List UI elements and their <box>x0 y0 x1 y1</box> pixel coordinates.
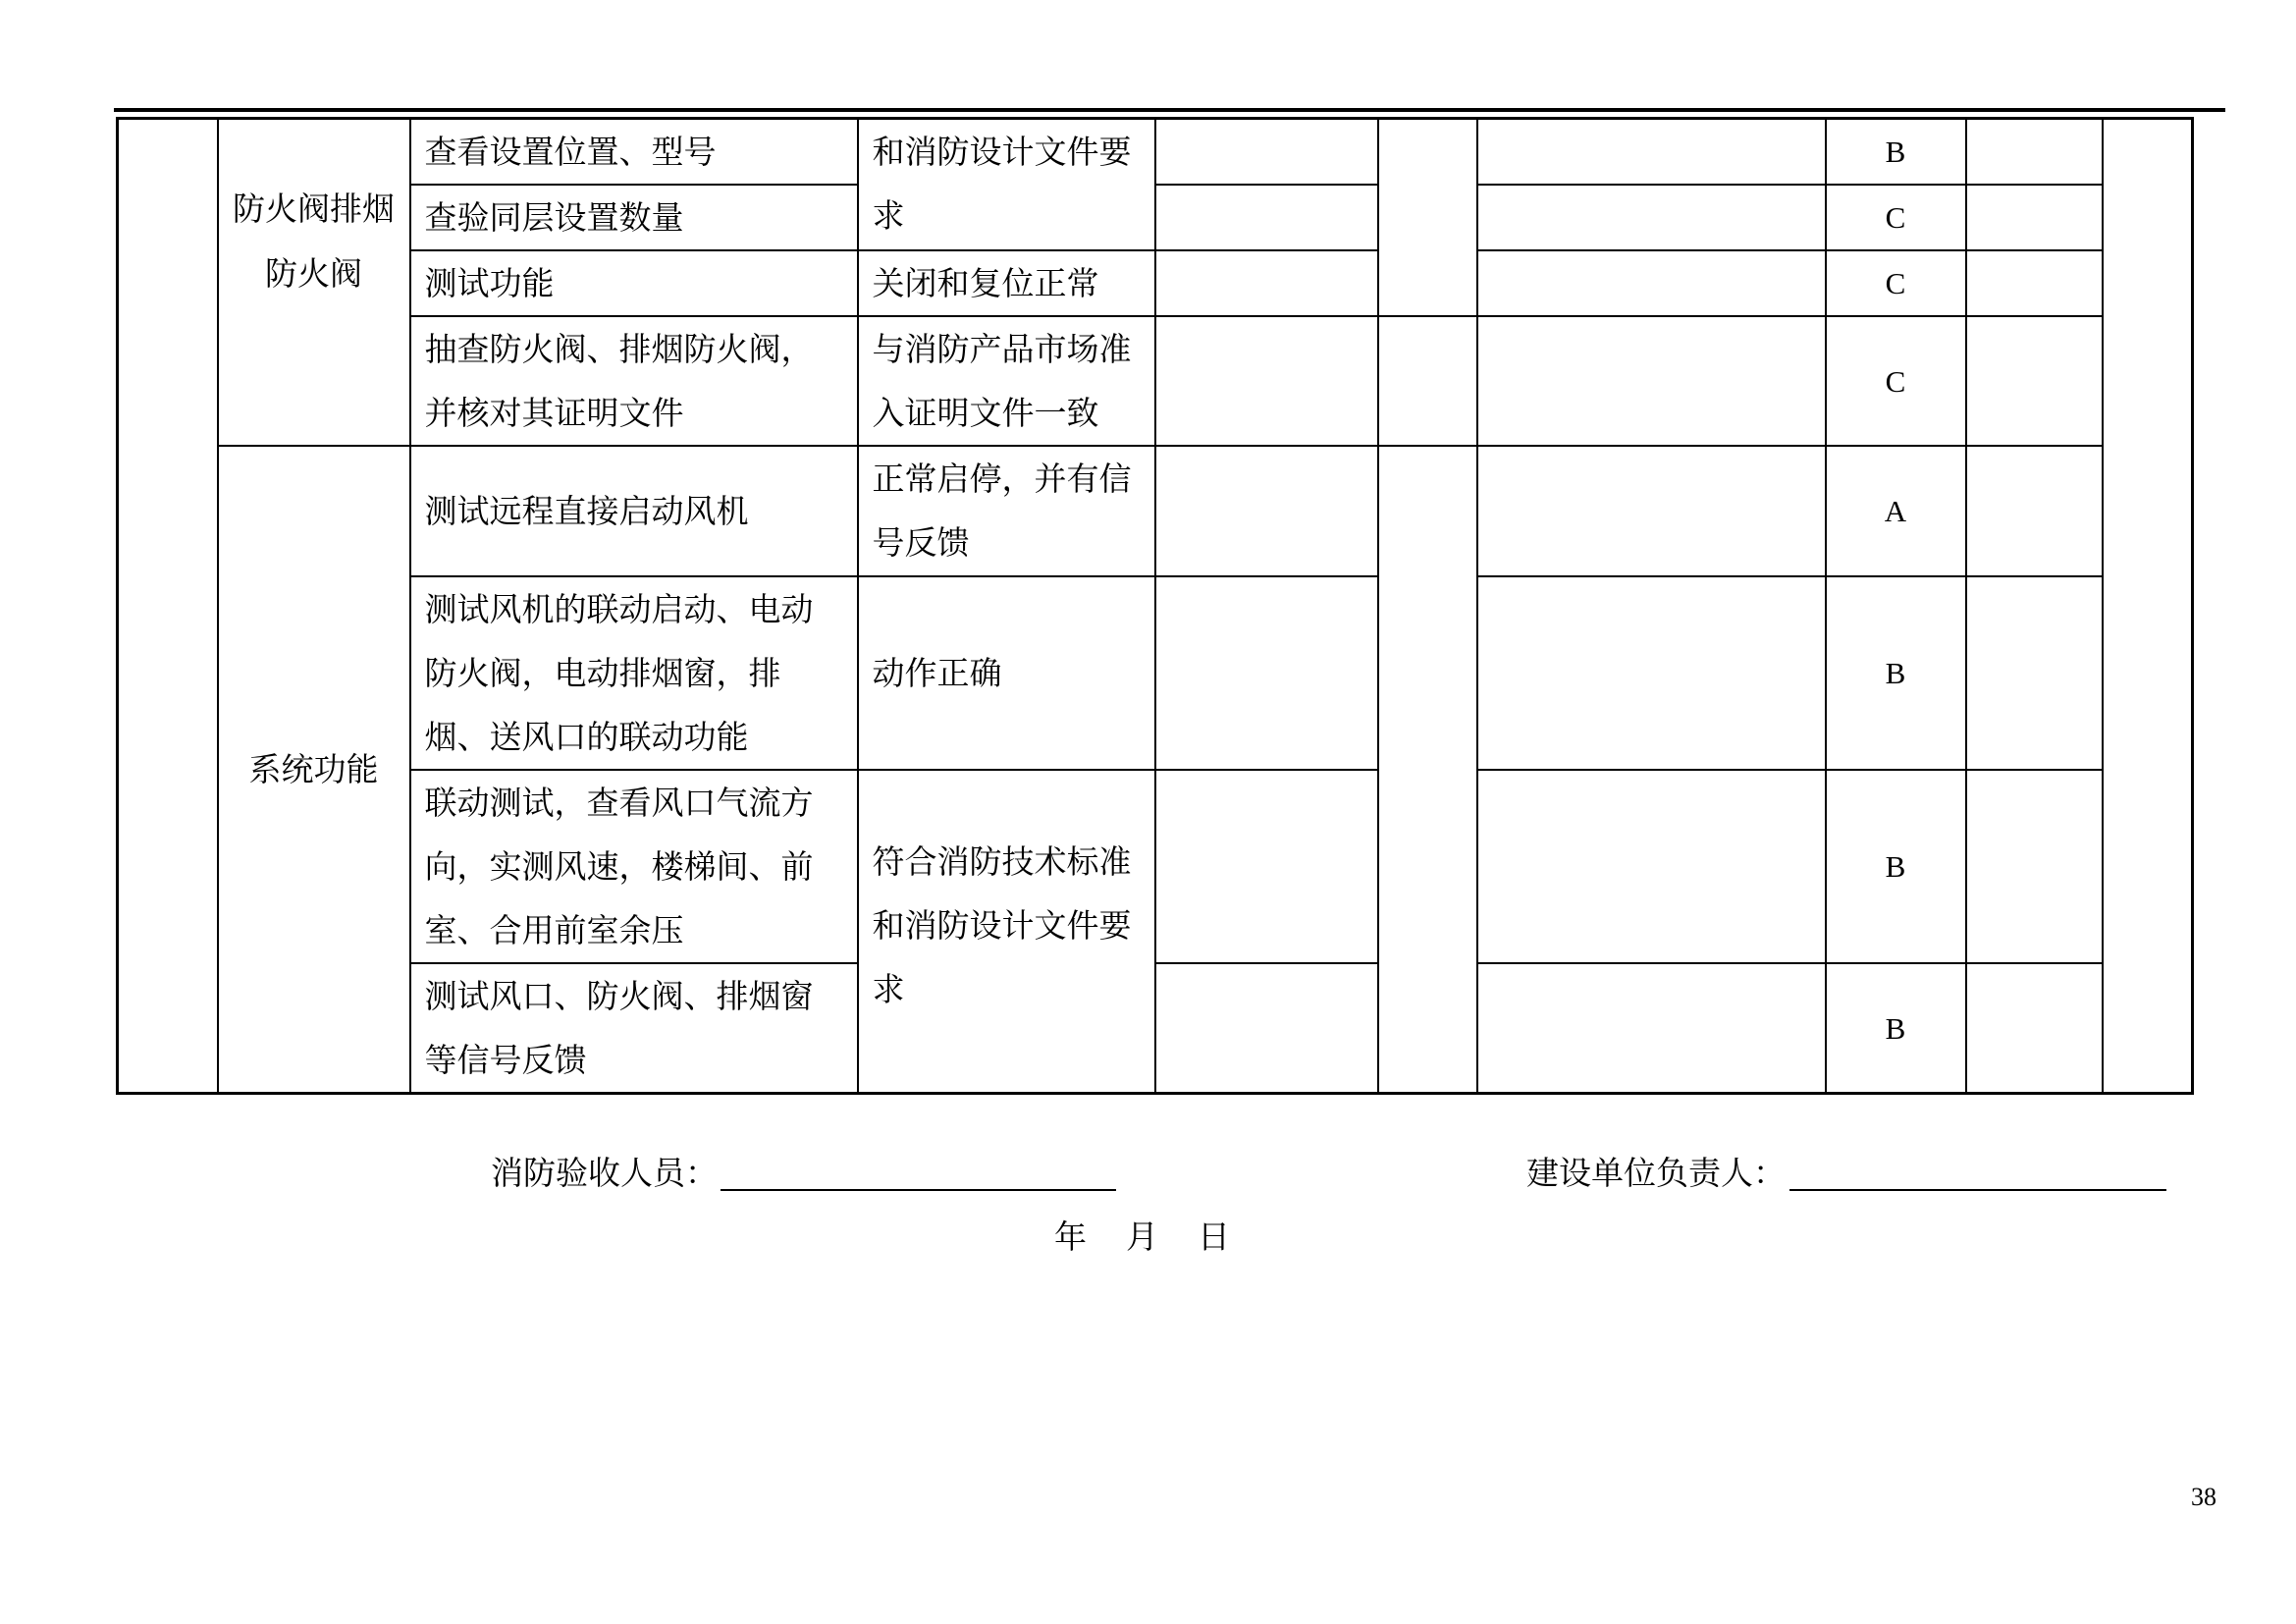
conclusion-cell <box>1966 770 2103 963</box>
conclusion-cell <box>1966 446 2103 576</box>
remark-cell <box>2103 119 2193 1094</box>
conclusion-cell <box>1966 316 2103 446</box>
note-cell <box>1477 446 1826 576</box>
grade-cell: B <box>1826 963 1966 1094</box>
requirement-cell: 和消防设计文件要求 <box>858 119 1155 251</box>
item-cell: 测试远程直接启动风机 <box>410 446 858 576</box>
note-cell <box>1477 119 1826 186</box>
page-number: 38 <box>2191 1483 2216 1511</box>
date-year: 年 <box>1054 1218 1087 1256</box>
grade-cell: C <box>1826 185 1966 250</box>
requirement-cell: 与消防产品市场准入证明文件一致 <box>858 316 1155 446</box>
date-line <box>1054 1213 1230 1262</box>
grade-cell: B <box>1826 576 1966 770</box>
conclusion-cell <box>1966 119 2103 186</box>
item-cell: 联动测试，查看风口气流方向，实测风速，楼梯间、前室、合用前室余压 <box>410 770 858 963</box>
conclusion-cell <box>1966 250 2103 316</box>
merged-cell <box>1378 446 1477 1094</box>
owner-signature-line <box>1789 1189 2166 1191</box>
note-cell <box>1477 185 1826 250</box>
acceptance-check-table <box>116 117 2194 1095</box>
grade-cell: C <box>1826 250 1966 316</box>
inspector-signature-label: 消防验收人员： <box>491 1154 718 1192</box>
note-cell <box>1477 316 1826 446</box>
date-day: 日 <box>1198 1218 1230 1256</box>
note-cell <box>1477 963 1826 1094</box>
grade-cell: C <box>1826 316 1966 446</box>
merged-cell <box>1378 119 1477 317</box>
note-cell <box>1477 770 1826 963</box>
result-cell <box>1155 770 1378 963</box>
item-cell: 测试风口、防火阀、排烟窗等信号反馈 <box>410 963 858 1094</box>
grade-cell: B <box>1826 119 1966 186</box>
requirement-cell: 正常启停，并有信号反馈 <box>858 446 1155 576</box>
date-month: 月 <box>1126 1218 1158 1256</box>
requirement-cell: 关闭和复位正常 <box>858 250 1155 316</box>
conclusion-cell <box>1966 576 2103 770</box>
sequence-cell <box>118 119 218 1094</box>
result-cell <box>1155 119 1378 186</box>
grade-cell: A <box>1826 446 1966 576</box>
category-system-function: 系统功能 <box>218 446 410 1094</box>
requirement-cell: 符合消防技术标准和消防设计文件要求 <box>858 770 1155 1094</box>
merged-cell <box>1378 316 1477 446</box>
item-cell: 查看设置位置、型号 <box>410 119 858 186</box>
inspector-signature-line <box>721 1189 1116 1191</box>
note-cell <box>1477 576 1826 770</box>
requirement-cell: 动作正确 <box>858 576 1155 770</box>
header-rule <box>114 108 2225 112</box>
grade-cell: B <box>1826 770 1966 963</box>
conclusion-cell <box>1966 963 2103 1094</box>
result-cell <box>1155 963 1378 1094</box>
category-fire-damper: 防火阀排烟防火阀 <box>218 119 410 447</box>
note-cell <box>1477 250 1826 316</box>
result-cell <box>1155 250 1378 316</box>
item-cell: 查验同层设置数量 <box>410 185 858 250</box>
item-cell: 测试功能 <box>410 250 858 316</box>
result-cell <box>1155 576 1378 770</box>
result-cell <box>1155 316 1378 446</box>
conclusion-cell <box>1966 185 2103 250</box>
item-cell: 测试风机的联动启动、电动防火阀，电动排烟窗，排烟、送风口的联动功能 <box>410 576 858 770</box>
owner-signature-label: 建设单位负责人： <box>1526 1154 1786 1192</box>
item-cell: 抽查防火阀、排烟防火阀，并核对其证明文件 <box>410 316 858 446</box>
result-cell <box>1155 446 1378 576</box>
result-cell <box>1155 185 1378 250</box>
